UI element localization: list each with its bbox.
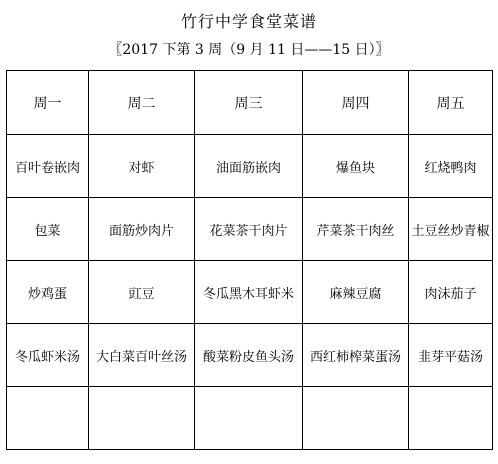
table-cell: 西红柿榨菜蛋汤 bbox=[303, 324, 409, 387]
menu-table bbox=[6, 70, 493, 450]
table-cell bbox=[89, 387, 195, 450]
table-cell: 油面筋嵌肉 bbox=[195, 135, 303, 198]
table-cell: 包菜 bbox=[7, 198, 89, 261]
table-cell: 大白菜百叶丝汤 bbox=[89, 324, 195, 387]
table-cell bbox=[7, 387, 89, 450]
table-cell bbox=[303, 387, 409, 450]
header-monday: 周一 bbox=[7, 71, 89, 135]
header-friday: 周五 bbox=[409, 71, 493, 135]
table-cell: 酸菜粉皮鱼头汤 bbox=[195, 324, 303, 387]
week-subtitle: 〖2017 下第 3 周（9 月 11 日——15 日）〗 bbox=[108, 42, 390, 58]
table-row bbox=[7, 135, 493, 198]
table-cell: 炒鸡蛋 bbox=[7, 261, 89, 324]
table-row bbox=[7, 261, 493, 324]
header-wednesday: 周三 bbox=[195, 71, 303, 135]
table-cell: 面筋炒肉片 bbox=[89, 198, 195, 261]
table-cell: 对虾 bbox=[89, 135, 195, 198]
table-cell: 花菜茶干肉片 bbox=[195, 198, 303, 261]
table-cell: 土豆丝炒青椒 bbox=[409, 198, 493, 261]
table-cell: 百叶卷嵌肉 bbox=[7, 135, 89, 198]
table-cell: 冬瓜虾米汤 bbox=[7, 324, 89, 387]
table-row-empty bbox=[7, 387, 493, 450]
table-cell: 芹菜茶干肉丝 bbox=[303, 198, 409, 261]
table-cell: 韭芽平菇汤 bbox=[409, 324, 493, 387]
table-cell: 肉沫茄子 bbox=[409, 261, 493, 324]
header-tuesday: 周二 bbox=[89, 71, 195, 135]
table-cell: 豇豆 bbox=[89, 261, 195, 324]
table-row bbox=[7, 198, 493, 261]
table-cell bbox=[409, 387, 493, 450]
header-row bbox=[7, 71, 493, 135]
table-cell bbox=[195, 387, 303, 450]
header-thursday: 周四 bbox=[303, 71, 409, 135]
table-cell: 冬瓜黑木耳虾米 bbox=[195, 261, 303, 324]
table-cell: 爆鱼块 bbox=[303, 135, 409, 198]
page-title: 竹行中学食堂菜谱 bbox=[180, 12, 317, 31]
table-row bbox=[7, 324, 493, 387]
table-cell: 麻辣豆腐 bbox=[303, 261, 409, 324]
table-cell: 红烧鸭肉 bbox=[409, 135, 493, 198]
